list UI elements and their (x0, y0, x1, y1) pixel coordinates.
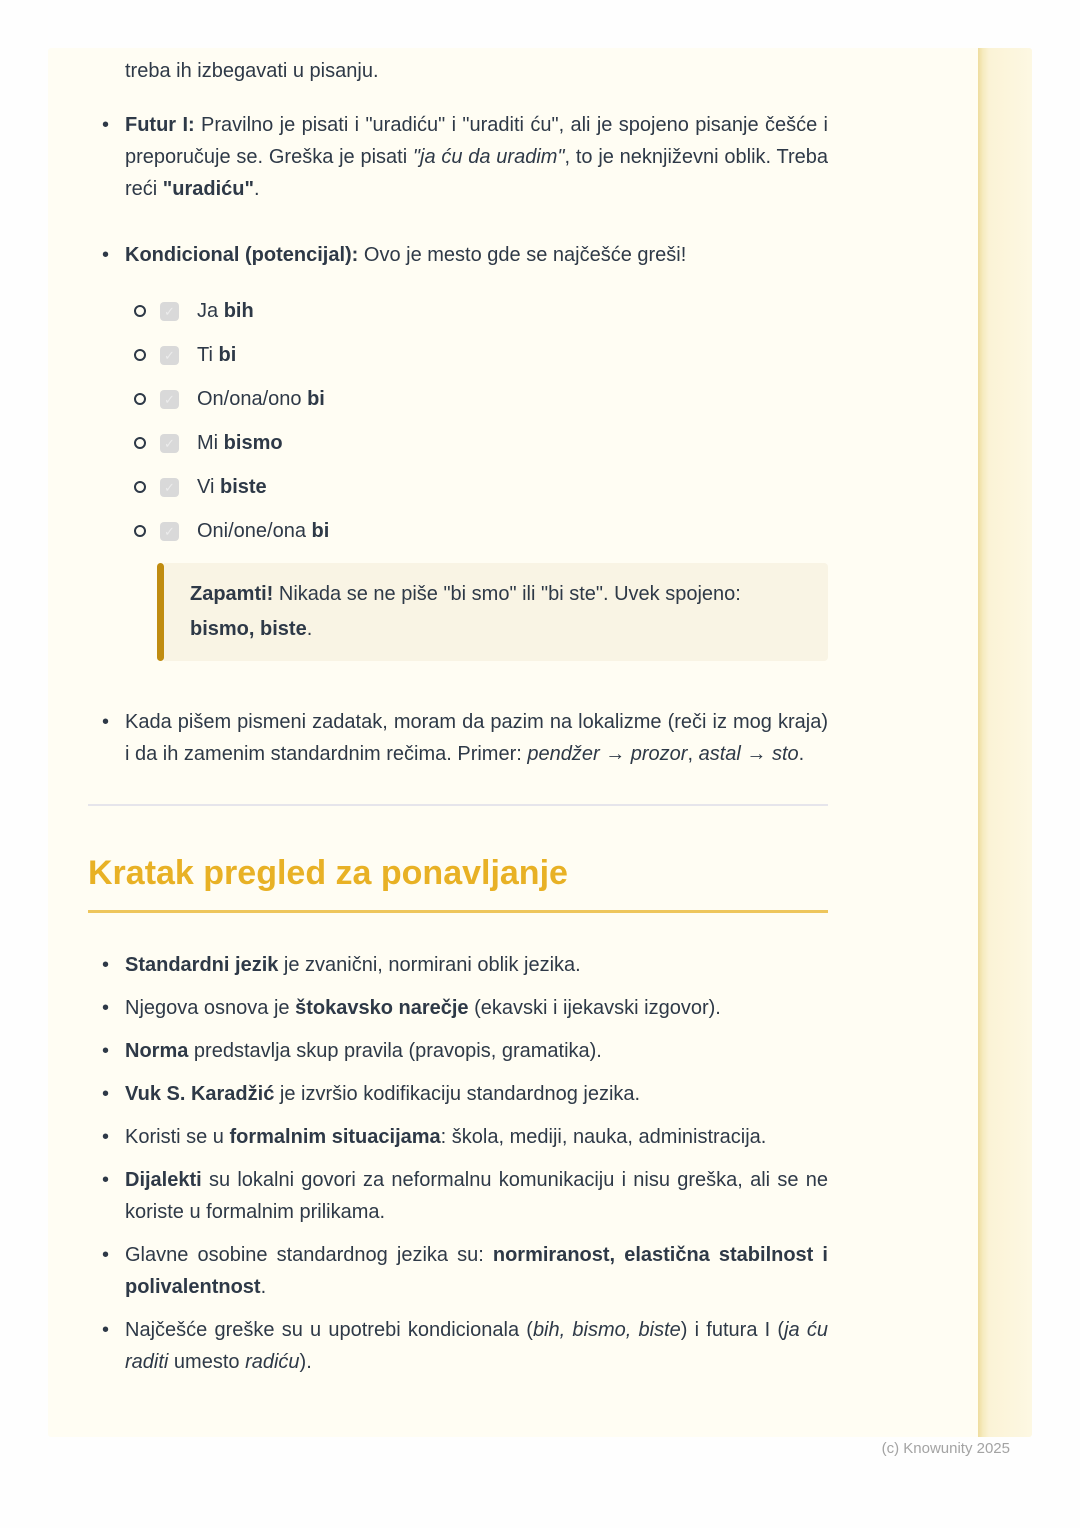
summary-item-text: Standardni jezik je zvanični, normirani oblik jezika. (125, 954, 581, 976)
callout-zapamti (157, 563, 828, 661)
circle-bullet-icon (134, 393, 146, 405)
summary-item-text: Glavne osobine standardnog jezika su: normiranost, elastična stabilnost i polivalentnost. (125, 1244, 828, 1298)
summary-item-osobine (88, 1239, 828, 1303)
callout-text: Zapamti! Nikada se ne piše "bi smo" ili "bi ste". Uvek spojeno: bismo, biste. (190, 583, 741, 640)
checked-checkbox-icon[interactable]: ✓ (160, 302, 179, 321)
summary-item-text: Najčešće greške su u upotrebi kondicionala (bih, bismo, biste) i futura I (ja ću raditi umesto radiću). (125, 1319, 828, 1373)
summary-item-text: Norma predstavlja skup pravila (pravopis, gramatika). (125, 1040, 602, 1062)
heading-underline (88, 910, 828, 913)
checklist-label: Vi biste (197, 476, 267, 498)
checklist-item-ja (88, 295, 828, 327)
circle-bullet-icon (134, 305, 146, 317)
checklist-item-mi (88, 427, 828, 459)
checked-checkbox-icon[interactable]: ✓ (160, 522, 179, 541)
section-heading: Kratak pregled za ponavljanje (88, 854, 568, 892)
checked-checkbox-icon[interactable]: ✓ (160, 390, 179, 409)
callout-body (164, 563, 828, 661)
circle-bullet-icon (134, 349, 146, 361)
bullet-kondicional (88, 239, 828, 271)
bullet-futur-1-text: Futur I: Pravilno je pisati i "uradiću" i "uraditi ću", ali je spojeno pisanje češće i preporučuje se. Greška je pisati "ja ću da uradim", to je neknjiževni oblik. Treba reći "uradiću". (125, 114, 829, 200)
bullet-futur-1 (88, 109, 828, 205)
callout-accent-bar (157, 563, 164, 661)
accent-stripe (978, 48, 1032, 1437)
summary-item-text: Koristi se u formalnim situacijama: škola, mediji, nauka, administracija. (125, 1126, 767, 1148)
checklist-item-oni-one-ona (88, 515, 828, 547)
section-divider (88, 804, 828, 806)
checklist-item-on-ona-ono (88, 383, 828, 415)
summary-bullet-list (88, 949, 828, 1378)
conjugation-checklist (88, 295, 828, 547)
footer-credit: (c) Knowunity 2025 (881, 1440, 1010, 1457)
document-content (88, 0, 828, 1389)
checklist-label: Ti bi (197, 344, 237, 366)
bullet-lokalizmi-text: Kada pišem pismeni zadatak, moram da pazim na lokalizme (reči iz mog kraja) i da ih zamenim standardnim rečima. Primer: pendžer → prozor, astal → sto. (125, 711, 828, 765)
checklist-label: Oni/one/ona bi (197, 520, 330, 542)
circle-bullet-icon (134, 481, 146, 493)
summary-item-dijalekti (88, 1164, 828, 1228)
checklist-label: Ja bih (197, 300, 254, 322)
summary-item-standardni-jezik (88, 949, 828, 981)
summary-item-text: Njegova osnova je štokavsko narečje (ekavski i ijekavski izgovor). (125, 997, 721, 1019)
circle-bullet-icon (134, 437, 146, 449)
checklist-item-ti (88, 339, 828, 371)
summary-item-formalne-situacije (88, 1121, 828, 1153)
checklist-label: On/ona/ono bi (197, 388, 325, 410)
paragraph-continuation: treba ih izbegavati u pisanju. (125, 60, 379, 82)
summary-item-text: Vuk S. Karadžić je izvršio kodifikaciju standardnog jezika. (125, 1083, 641, 1105)
summary-item-norma (88, 1035, 828, 1067)
checked-checkbox-icon[interactable]: ✓ (160, 346, 179, 365)
summary-item-karadzic (88, 1078, 828, 1110)
summary-item-greske (88, 1314, 828, 1378)
summary-item-text: Dijalekti su lokalni govori za neformalnu komunikaciju i nisu greška, ali se ne koriste u formalnim prilikama. (125, 1169, 828, 1223)
checked-checkbox-icon[interactable]: ✓ (160, 434, 179, 453)
summary-item-osnova (88, 992, 828, 1024)
checklist-label: Mi bismo (197, 432, 283, 454)
circle-bullet-icon (134, 525, 146, 537)
bullet-kondicional-text: Kondicional (potencijal): Ovo je mesto gde se najčešće greši! (125, 244, 687, 266)
bullet-lokalizmi (88, 706, 828, 770)
lokalizmi-bullet-list (88, 706, 828, 770)
grammar-bullet-list (88, 109, 828, 271)
checked-checkbox-icon[interactable]: ✓ (160, 478, 179, 497)
checklist-item-vi (88, 471, 828, 503)
